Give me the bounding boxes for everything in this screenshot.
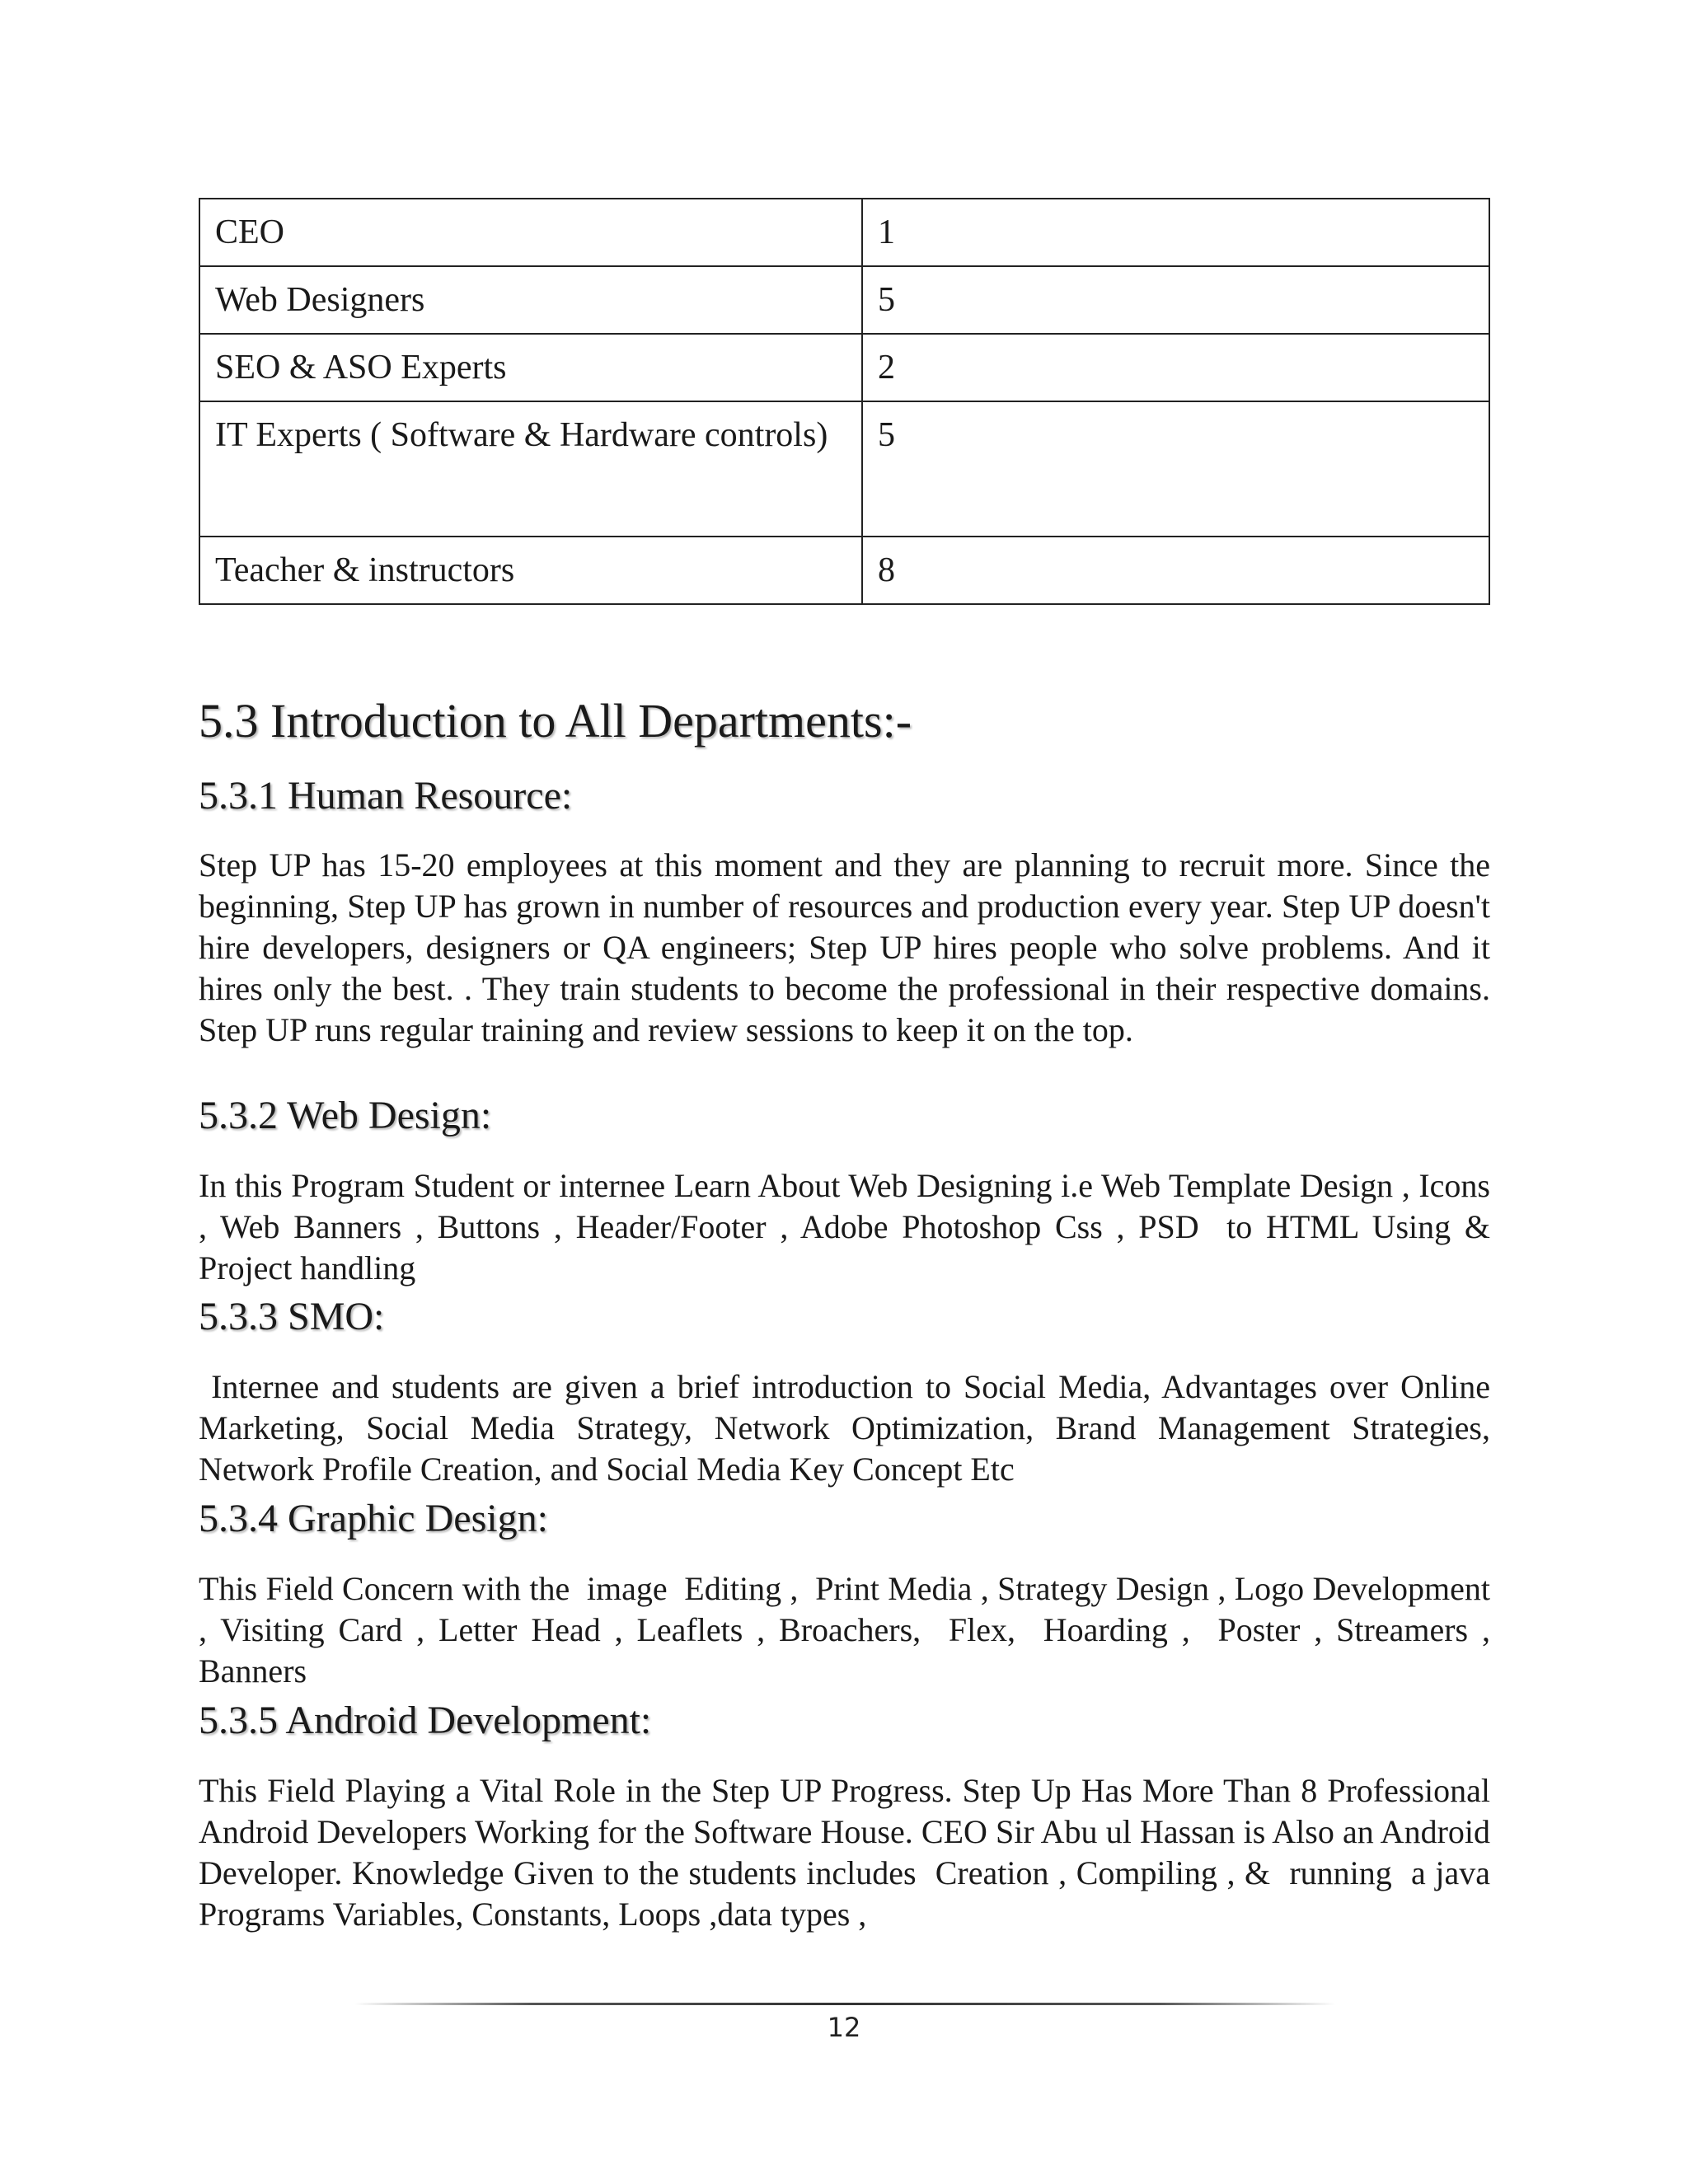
paragraph-android-development: This Field Playing a Vital Role in the Step UP Progress. Step Up Has More Than 8 Professional Android Developers Working for the Software House. CEO Sir Abu ul Hassan is Also an Android Developer. Knowledge Given to the students includes Creation , Compiling , & running a java Programs Variables, Constants, Loops ,data types , — [199, 1772, 1498, 1933]
table-row — [199, 266, 1489, 334]
count-cell: 5 — [862, 401, 1489, 537]
paragraph-graphic-design: This Field Concern with the image Editing , Print Media , Strategy Design , Logo Development , Visiting Card , Letter Head , Leaflets , Broachers, Flex, Hoarding , Poster , Streamers , Banners — [199, 1570, 1498, 1690]
page-number: 12 — [827, 2012, 861, 2043]
count-cell: 2 — [862, 334, 1489, 401]
subsection-heading-android-development: 5.3.5 Android Development: — [199, 1699, 652, 1742]
role-cell: CEO — [199, 199, 862, 266]
count-cell: 1 — [862, 199, 1489, 266]
subsection-heading-web-design: 5.3.2 Web Design: — [199, 1094, 492, 1137]
staff-count-table — [199, 198, 1490, 605]
paragraph-human-resource: Step UP has 15-20 employees at this moment and they are planning to recruit more. Since the beginning, Step UP has grown in number of resources and production every year. Step UP doesn't hire developers, designers or QA engineers; Step UP hires people who solve problems. And it hires only the best. . They train students to become the professional in their respective domains. Step UP runs regular training and review sessions to keep it on the top. — [199, 846, 1498, 1048]
role-cell: Web Designers — [199, 266, 862, 334]
count-cell: 8 — [862, 537, 1489, 604]
subsection-heading-smo: 5.3.3 SMO: — [199, 1295, 385, 1338]
subsection-heading-human-resource: 5.3.1 Human Resource: — [199, 774, 573, 818]
table-row — [199, 401, 1489, 537]
table-row — [199, 537, 1489, 604]
subsection-heading-graphic-design: 5.3.4 Graphic Design: — [199, 1497, 548, 1540]
footer-divider — [354, 2003, 1335, 2005]
paragraph-web-design: In this Program Student or internee Learn About Web Designing i.e Web Template Design , Icons , Web Banners , Buttons , Header/Footer , Adobe Photoshop Css , PSD to HTML Using & Project handling — [199, 1167, 1498, 1286]
section-heading: 5.3 Introduction to All Departments:- — [199, 694, 912, 748]
role-cell: Teacher & instructors — [199, 537, 862, 604]
role-cell: IT Experts ( Software & Hardware controls) — [199, 401, 862, 537]
paragraph-smo: Internee and students are given a brief introduction to Social Media, Advantages over Online Marketing, Social Media Strategy, Network Optimization, Brand Management Strategies, Network Profile Creation, and Social Media Key Concept Etc — [199, 1368, 1498, 1488]
table-row — [199, 334, 1489, 401]
table-row — [199, 199, 1489, 266]
count-cell: 5 — [862, 266, 1489, 334]
role-cell: SEO & ASO Experts — [199, 334, 862, 401]
